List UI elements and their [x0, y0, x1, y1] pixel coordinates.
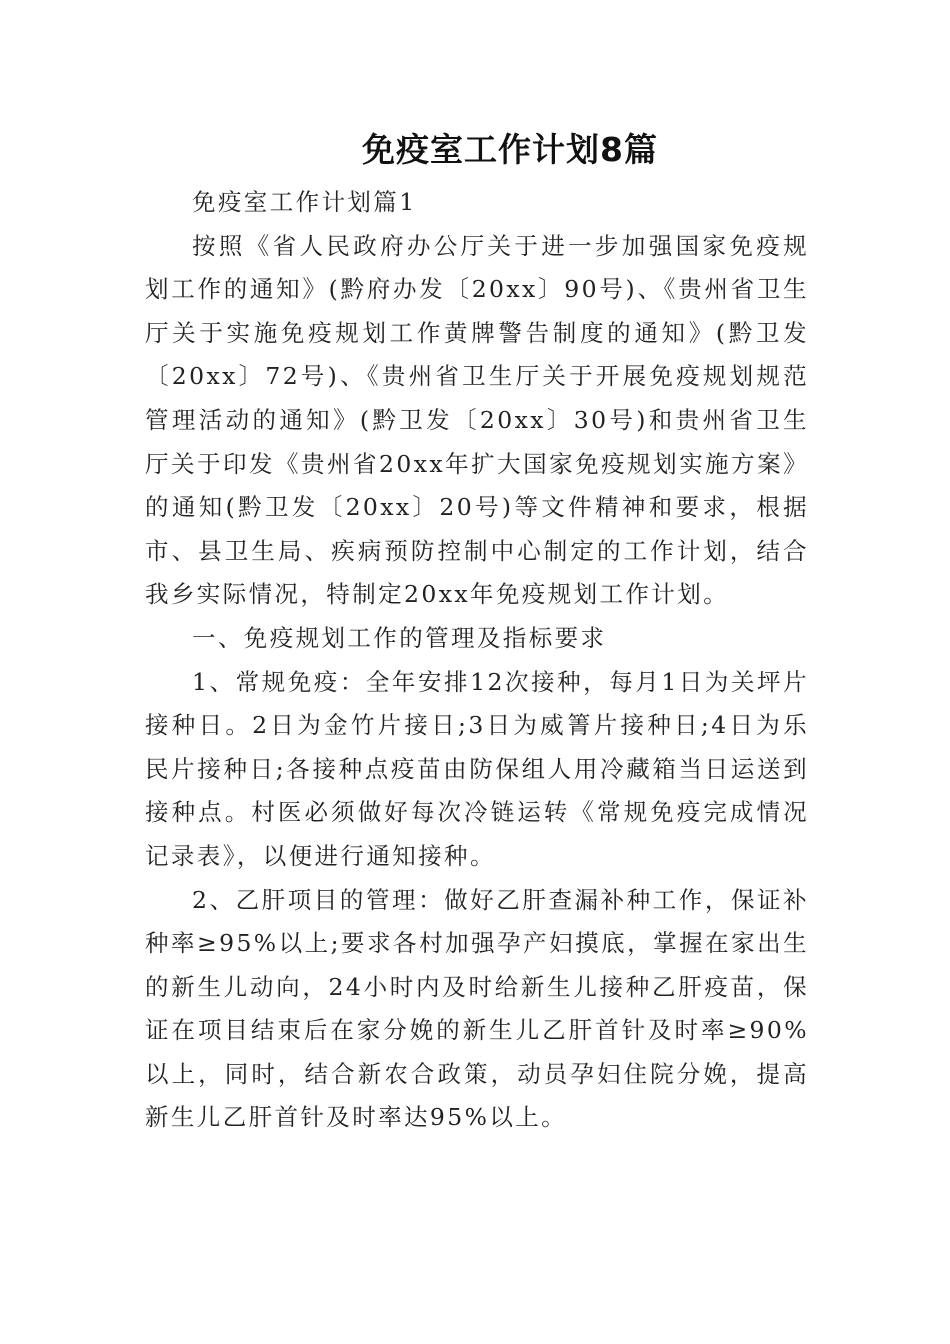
document-title: 免疫室工作计划8篇: [362, 130, 658, 169]
paragraph-intro: 按照《省人民政府办公厅关于进一步加强国家免疫规划工作的通知》(黔府办发〔20xx〕90号)、《贵州省卫生厅关于实施免疫规划工作黄牌警告制度的通知》(黔卫发〔20xx〕72号)、《贵州省卫生厅关于开展免疫规划规范管理活动的通知》(黔卫发〔20xx〕30号)和贵州省卫生厅关于印发《贵州省20xx年扩大国家免疫规划实施方案》的通知(黔卫发〔20xx〕20号)等文件精神和要求，根据市、县卫生局、疾病预防控制中心制定的工作计划，结合我乡实际情况，特制定20xx年免疫规划工作计划。: [145, 231, 809, 609]
section-heading: 免疫室工作计划篇1: [192, 188, 417, 216]
subsection-heading: 一、免疫规划工作的管理及指标要求: [192, 623, 607, 652]
paragraph-routine-immunization: 1、常规免疫：全年安排12次接种，每月1日为关坪片接种日。2日为金竹片接日;3日为威箐片接种日;4日为乐民片接种日;各接种点疫苗由防保组人用冷藏箱当日运送到接种点。村医必须做好每次冷链运转《常规免疫完成情况记录表》，以便进行通知接种。: [145, 667, 809, 870]
document-body: [145, 181, 809, 1140]
paragraph-hepatitis-b: 2、乙肝项目的管理：做好乙肝查漏补种工作，保证补种率≥95%以上;要求各村加强孕产妇摸底，掌握在家出生的新生儿动向，24小时内及时给新生儿接种乙肝疫苗，保证在项目结束后在家分娩的新生儿乙肝首针及时率≥90%以上，同时，结合新农合政策，动员孕妇住院分娩，提高新生儿乙肝首针及时率达95%以上。: [145, 885, 809, 1132]
